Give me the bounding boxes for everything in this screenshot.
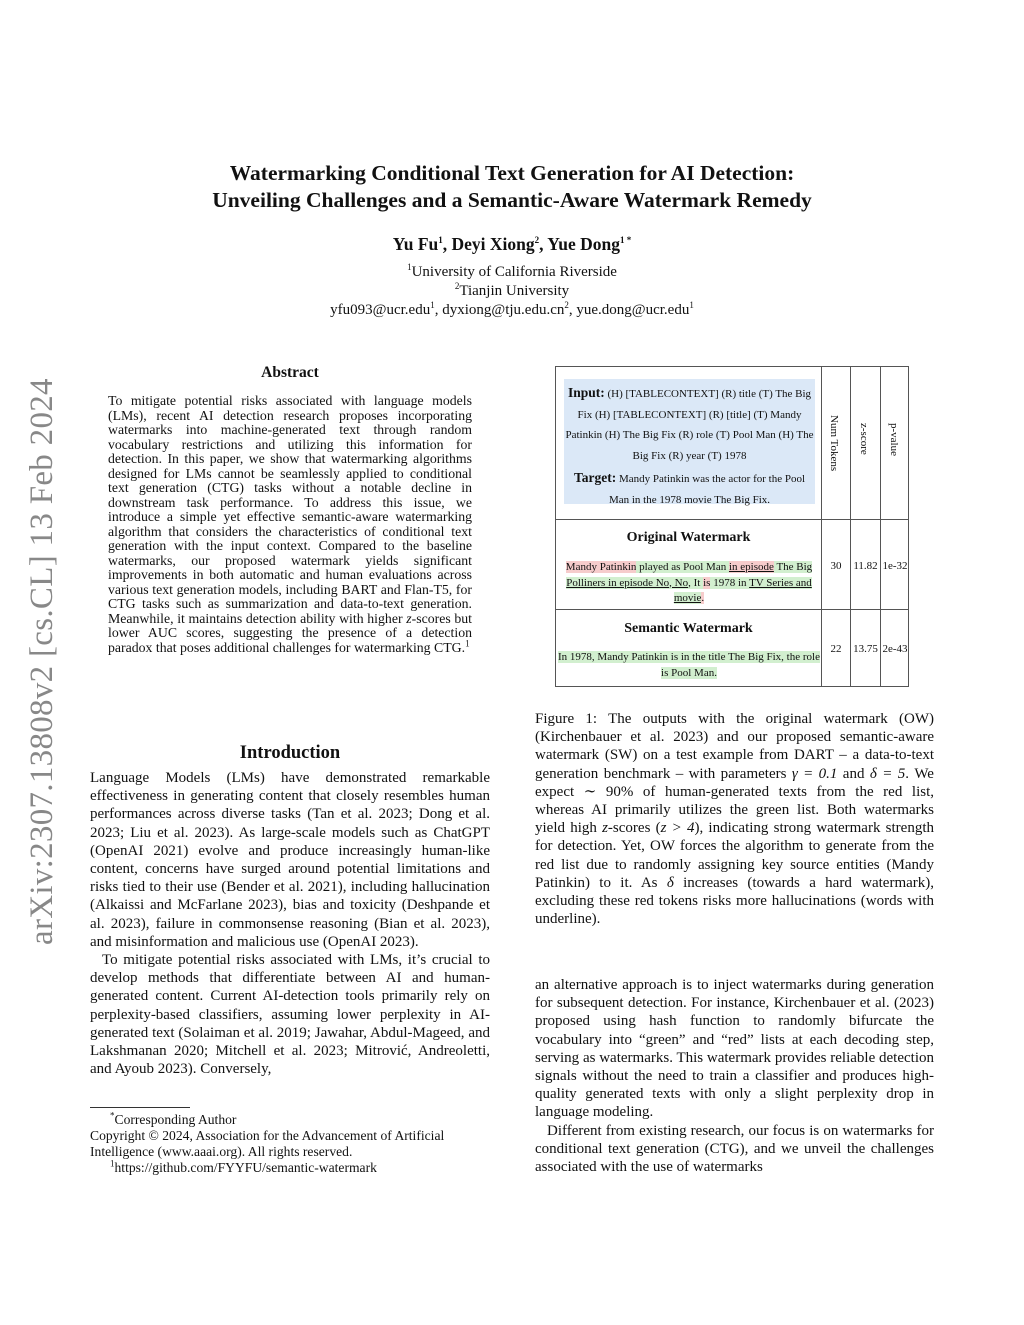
header-num-tokens: Num Tokens <box>828 415 840 472</box>
green-list-token: played as Pool Man <box>636 561 729 573</box>
affiliations <box>100 263 924 320</box>
email[interactable]: dyxiong@tju.edu.cn <box>442 302 565 318</box>
author-mark: 1 * <box>620 235 632 246</box>
red-list-token: is <box>703 576 711 589</box>
paragraph: an alternative approach is to inject watermarks during generation for subsequent detection. For instance, Kirchenbauer et al. (2023) proposed using hash function to randomly bifurcate the vocabulary into “green” and “red” lists at each decoding step, serving as watermarks. This watermark provides reliable detection signals without the need to train a classifier and produces high-quality generated texts with only a slight perplexity drop in language modeling. <box>535 977 934 1121</box>
author-name: Yu Fu <box>392 234 439 254</box>
header-p-value: p-value <box>888 423 900 456</box>
right-column-body <box>535 976 934 1176</box>
figure-1-caption: Figure 1: The outputs with the original watermark (OW) (Kirchenbauer et al. 2023) and our proposed semantic-aware watermark (SW) on a test example from DART – a data-to-text generation benchmark – with parameters γ = 0.1 and δ = 5. We expect ∼ 90% of human-generated texts from the red list, whereas AI primarily utilizes the green list. Both watermarks yield high z-scores (z > 4), indicating strong watermark strength for detection. Yet, OW forces the algorithm to generate from the red list due to randomly assigning key source entities (Mandy Patinkin) to it. As δ increases (towards a hard watermark), excluding these red tokens risks more hallucinations (words with underline). <box>535 711 935 928</box>
email-list: yfu093@ucr.edu$^1$, $dyxiong@tju.edu.cn^2$, yue.dong@ucr.edu$^1$ <box>330 300 694 318</box>
introduction-body <box>90 769 490 1078</box>
green-list-token: Polliners in episode No, No <box>566 576 689 589</box>
row-divider <box>556 609 908 610</box>
arxiv-identifier: arXiv:2307.13808v2 [cs.CL] 13 Feb 2024 <box>24 378 60 945</box>
footnote-divider <box>90 1107 190 1108</box>
footnote-corresponding: *Corresponding Author <box>110 1110 237 1127</box>
title-line-2: Unveiling Challenges and a Semantic-Aware Watermark Remedy <box>212 188 812 212</box>
original-num-tokens: 30 <box>830 560 842 572</box>
footnotes <box>90 1112 490 1176</box>
abstract-heading: Abstract <box>261 364 319 381</box>
author-mark: 1 <box>438 235 443 246</box>
semantic-num-tokens: 22 <box>830 643 842 655</box>
footnote-1: $^1$https://github.com/FYYFU/semantic-watermark <box>110 1158 377 1175</box>
github-link[interactable]: https://github.com/FYYFU/semantic-watermark <box>114 1160 377 1175</box>
author-name: Deyi Xiong <box>451 234 535 254</box>
target-text: Mandy Patinkin was the actor for the Pool Man in the 1978 movie The Big Fix. <box>608 473 806 506</box>
semantic-watermark-title: Semantic Watermark <box>624 621 753 636</box>
green-list-token: In 1978, Mandy Patinkin is in the title The Big Fix, the role is Pool Man. <box>558 651 820 679</box>
green-list-token: TV Series and movie <box>673 576 812 604</box>
introduction-heading: Introduction <box>239 743 341 763</box>
red-list-token: in episode <box>728 561 774 573</box>
author-list: Yu Fu$^1$, Deyi Xiong$^2$, Yue Dong$^{1 *}$ <box>392 234 632 254</box>
target-label: Target: <box>573 470 617 485</box>
paragraph: Different from existing research, our focus is on watermarks for conditional text generation (CTG), and we unveil the challenges associated with the use of watermarks <box>535 1122 934 1176</box>
email[interactable]: yfu093@ucr.edu <box>330 302 431 318</box>
input-label: Input: <box>567 385 605 400</box>
input-block <box>564 379 815 466</box>
original-watermark-output <box>558 560 820 607</box>
input-text: (H) [TABLECONTEXT] (R) title (T) The Big Fix (H) [TABLECONTEXT] (R) [title] (T) Mandy Patinkin (H) The Big Fix (R) role (T) Pool Man (H) The Big Fix (R) year (T) 1978 <box>565 388 814 462</box>
original-watermark-title: Original Watermark <box>626 530 751 545</box>
row-divider <box>556 519 908 520</box>
header-z-score: z-score <box>858 423 870 455</box>
title-line-1: Watermarking Conditional Text Generation for AI Detection: <box>229 161 795 185</box>
semantic-watermark-output <box>558 650 820 681</box>
copyright-notice: Copyright © 2024, Association for the Advancement of Artificial Intelligence (www.aaai.org). All rights reserved. <box>90 1128 445 1159</box>
semantic-p-value: 2e-43 <box>882 643 908 655</box>
green-list-token: 1978 in <box>710 576 750 589</box>
author-name: Yue Dong <box>547 234 621 254</box>
paragraph: Language Models (LMs) have demonstrated remarkable effectiveness in generating content that closely resembles human performances across diverse tasks (Tan et al. 2023; Dong et al. 2023; Liu et al. 2023). As large-scale models such as ChatGPT (OpenAI 2021) evolve and produce increasingly human-like content, concerns have surged around potential limitations and risks tied to their use (Bender et al. 2021), including hallucination (Alkaissi and McFarlane 2023), bias and toxicity (Deshpande et al. 2023), failure in commonsense reasoning (Bian et al. 2023), and misinformation and malicious use (OpenAI 2023). <box>90 770 490 950</box>
abstract-body: To mitigate potential risks associated with language models (LMs), recent AI detection research proposes incorporating watermarks into machine-generated text through random vocabulary restrictions and utilizing this information for detection. In this paper, we show that watermarking algorithms designed for LMs cannot be seamlessly applied to conditional text generation (CTG) tasks without a notable decline in downstream task performance. To address this issue, we introduce a simple yet effective semantic-aware watermarking algorithm that considers the characteristics of conditional text generation with the input context. Compared to the baseline watermarks, our proposed watermark yields significant improvements in both automatic and human evaluations across various text generation models, including BART and Flan-T5, for CTG tasks such as summarization and data-to-text generation. Meanwhile, it maintains detection ability with higher z-scores but lower AUC scores, suggesting the presence of a detection paradox that poses additional challenges for watermarking CTG.$^1$ <box>108 393 472 655</box>
column-divider <box>880 367 881 686</box>
original-p-value: 1e-32 <box>882 560 908 572</box>
input-target-box <box>564 379 815 504</box>
target-block <box>564 468 815 510</box>
green-list-token: , It <box>688 576 704 589</box>
red-list-token: . <box>701 592 705 604</box>
column-divider <box>821 367 822 686</box>
footnote-ref[interactable]: 1 <box>465 637 470 648</box>
paragraph: To mitigate potential risks associated with LMs, it’s crucial to develop methods that differentiate between AI and human-generated content. Current AI-detection tools primarily rely on perplexity-based classifiers, assuming lower perplexity in AI-generated text (Solaiman et al. 2019; Jawahar, Abdul-Mageed, and Lakshmanan 2020; Mitchell et al. 2023; Mitrović, Andreoletti, and Ayoub 2023). Conversely, <box>90 952 490 1078</box>
paper-title <box>100 160 924 214</box>
original-z-score: 11.82 <box>853 560 878 572</box>
affiliation-2: $^2$Tianjin University <box>454 281 570 299</box>
green-list-token: The Big <box>773 561 813 573</box>
column-divider <box>850 367 851 686</box>
affiliation-1: $^1$University of California Riverside <box>407 262 617 280</box>
email[interactable]: yue.dong@ucr.edu <box>576 302 690 318</box>
red-list-token: Mandy Patinkin <box>565 561 637 573</box>
semantic-z-score: 13.75 <box>853 643 878 655</box>
author-mark: 2 <box>534 235 540 246</box>
figure-1-table <box>555 366 909 687</box>
